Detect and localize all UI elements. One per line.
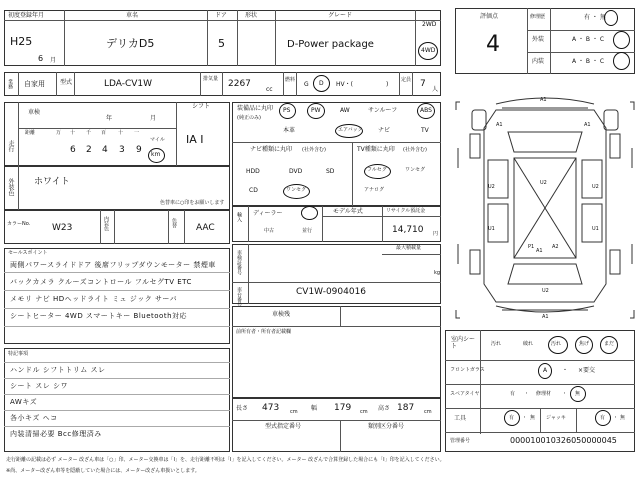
mark-a2: A2 (552, 244, 559, 250)
seat-opt-0: 汚れ (491, 341, 502, 347)
height-label: 高さ (378, 405, 391, 412)
tools-opt-0: 有 (509, 415, 515, 421)
interior-c-circle (613, 52, 630, 70)
repair-options: 有 ・ 無 (584, 14, 606, 21)
notes-label: 特記事項 (8, 351, 29, 357)
mileage-label: 走行 (7, 140, 14, 152)
mark-u2-left: U2 (488, 184, 495, 190)
digit-0: 6 (70, 145, 76, 155)
dealer-domestic: 並行 (302, 228, 313, 234)
colorno-label: カラーNo. (7, 221, 31, 227)
interior-grade-label: 内装 (532, 58, 545, 65)
nav-sub: (社外含む) (302, 147, 326, 153)
height-unit: cm (424, 409, 432, 415)
length-value: 473 (262, 403, 280, 413)
class-no-label: 類別区分番号 (368, 423, 405, 430)
equip-airbag: エアバック (338, 127, 363, 133)
unit-1: 十 (70, 130, 76, 136)
note-line-0: ハンドル シフトトリム スレ (10, 366, 106, 374)
registration-label: 車検証番号 (236, 250, 242, 275)
jack-opt-0: 有 (600, 415, 606, 421)
exterior-note: 色替車に○印をお願いします (160, 200, 225, 206)
dealer-label: 輸入 (236, 212, 242, 222)
spare-opt-0: 有 (510, 391, 516, 397)
mile-label: マイル (150, 137, 165, 143)
year-label: 年 (106, 115, 113, 122)
shape-label: 形状 (245, 12, 258, 19)
unit-5: 一 (134, 130, 140, 136)
repair-none-circle (604, 10, 618, 26)
length-label: 長さ (236, 405, 249, 412)
seat-opt-4: まだ (604, 341, 615, 347)
equipment-block (232, 102, 441, 206)
fuel-g: G (304, 81, 309, 88)
exterior-label: 外装色 (7, 178, 14, 196)
interior-grades: A ・ B ・ C (572, 58, 605, 65)
model-year-label: モデル年式 (333, 208, 363, 215)
cap-value: 7 (420, 79, 426, 89)
width-value: 179 (334, 403, 352, 413)
mgmt-label: 管理番号 (450, 438, 471, 444)
fuel-d: D (319, 80, 324, 87)
exterior-value: ホワイト (34, 177, 70, 187)
disp-label: 排気量 (203, 76, 219, 82)
width-label: 幅 (311, 405, 318, 412)
note-line-3: 各小キズ ヘコ (10, 414, 58, 422)
mark-a1-bottom: A1 (542, 314, 549, 320)
exterior-c-circle (613, 31, 630, 49)
jack-label: ジャッキ (546, 415, 566, 421)
eval-value: 4 (486, 32, 500, 57)
nav-title: ナビ種類に丸印 (250, 146, 293, 153)
drive-2wd: 2WD (422, 21, 437, 28)
glass-opt-2: ×要交 (578, 367, 596, 374)
equipment-title: 装備品に丸印 (237, 105, 274, 112)
equip-leather: 本革 (283, 127, 296, 134)
repair-label: 修理歴 (530, 14, 546, 20)
mark-u2-bottom: U2 (542, 288, 549, 294)
tools-label: 工具 (454, 415, 467, 422)
doors-label: ドア (215, 12, 227, 19)
nav-dvd: DVD (289, 168, 303, 175)
tv-analog: アナログ (364, 187, 385, 193)
nav-sd: SD (326, 168, 335, 175)
mark-p1: P1 (528, 244, 535, 250)
nav-oneseg: ワンセグ (286, 187, 307, 193)
chassis-value: CV1W-0904016 (296, 287, 367, 297)
inspection-label: 車検 (28, 109, 41, 116)
fuel-paren: ) (386, 81, 389, 88)
model-value: デリカD5 (106, 37, 155, 50)
exterior-grades: A ・ B ・ C (572, 36, 605, 43)
equip-navi: ナビ (378, 127, 391, 134)
footer-line-1: 走行距離の記載は必ず メーター 改ざん車は「○」印、メーター交換車は「I」を、走行距離不明は「I」を記入してください。メーター 改ざんで合算登録した場合にも「I」印を記入してください。 (6, 457, 445, 463)
digit-1: 2 (86, 145, 92, 155)
tools-opt-1: ・ (522, 415, 528, 421)
load-unit: kg (434, 270, 441, 276)
car-diagram (452, 88, 638, 332)
cap-unit: 人 (432, 86, 439, 93)
equip-tv: TV (421, 127, 429, 134)
jack-opt-1: ・ (613, 415, 619, 421)
mark-u2-right: U2 (592, 184, 599, 190)
selling-points-label: セールスポイント (8, 250, 48, 256)
tv-fullseg: フルセグ (367, 167, 387, 173)
disp-value: 2267 (228, 79, 251, 89)
seat-opt-2: 汚れ (551, 341, 562, 347)
mark-a1-top: A1 (540, 97, 547, 103)
mgmt-value: 000010010326050000045 (510, 436, 617, 445)
grade-label: グレード (328, 12, 353, 19)
recycle-value: 14,710 (392, 225, 424, 235)
shift-label: シフト (192, 103, 211, 110)
grade-value: D-Power package (287, 39, 374, 50)
equip-pw: PW (311, 107, 321, 114)
unit-2: 千 (86, 130, 92, 136)
tv-sub: (社外含む) (403, 147, 427, 153)
month-label-2: 月 (150, 115, 157, 122)
dealer-circle (301, 206, 318, 220)
mark-a1-mid: A1 (536, 248, 543, 254)
seat-color-label: 色替 (171, 218, 177, 228)
mileage-prefix: 距離 (25, 130, 36, 136)
exterior-grade-label: 外装 (532, 36, 545, 43)
unit-3: 百 (101, 130, 107, 136)
colorno-value: W23 (52, 223, 73, 233)
dealer-other: 中古 (264, 228, 275, 234)
seat-label: 室内シート (451, 336, 476, 351)
month-label: 月 (50, 57, 57, 64)
equip-ps: PS (283, 107, 291, 114)
disp-remaining: 車検残 (272, 311, 291, 318)
unit-0: 万 (56, 130, 62, 136)
spare-opt-4: 無 (575, 391, 581, 397)
spare-label: スペアタイヤ (450, 391, 480, 397)
eval-label: 評価点 (480, 13, 499, 20)
shift-value: IA I (186, 133, 204, 146)
note-line-1: シート スレ シワ (10, 382, 68, 390)
height-value: 187 (397, 403, 415, 413)
cap-label: 定員 (401, 77, 412, 83)
tv-oneseg: ワンセグ (405, 167, 426, 173)
mark-a1-right: A1 (584, 122, 591, 128)
model-label: 車名 (126, 12, 139, 19)
selling-line-2: メモリ ナビ HDヘッドライト ミュ ジック サーバ (10, 295, 178, 303)
receipt-label: 前所有者・所有者記載欄 (236, 329, 292, 335)
tv-title: TV種類に丸印 (357, 146, 395, 153)
tools-opt-2: 無 (530, 415, 536, 421)
footer-line-2: ※尚、メーター改ざん車等を隠蔽していた場合には、メーター改ざん車扱いとします。 (6, 468, 200, 474)
equip-aw: AW (340, 107, 350, 114)
usage-value: 自家用 (24, 80, 45, 88)
chassis-label: 車台番号 (236, 287, 242, 307)
jack-opt-2: 無 (620, 415, 626, 421)
width-unit: cm (360, 409, 368, 415)
type-label: 型式 (60, 79, 73, 86)
nav-cd: CD (249, 187, 258, 194)
mark-u1-right: U1 (592, 226, 599, 232)
month-value: 6 (38, 54, 44, 63)
length-unit: cm (290, 409, 298, 415)
unit-4: 十 (118, 130, 124, 136)
note-line-2: AWキズ (10, 398, 38, 406)
mark-a1-left: A1 (496, 122, 503, 128)
digit-3: 3 (119, 145, 125, 155)
spare-opt-3: ・ (562, 391, 568, 397)
note-line-4: 内装清掃必要 Bcc修理済み (10, 430, 102, 438)
mark-u1-left: U1 (488, 226, 495, 232)
digit-2: 4 (102, 145, 108, 155)
reg-no-label: 型式指定番号 (265, 423, 302, 430)
fuel-hv: HV・( (336, 81, 353, 88)
mark-u2-center: U2 (540, 180, 547, 186)
spare-opt-1: ・ (524, 391, 530, 397)
load-label: 最大積載量 (396, 245, 422, 251)
glass-opt-0: A (543, 367, 548, 374)
recycle-label: リサイクル預託金 (386, 208, 426, 214)
digit-4: 9 (136, 145, 142, 155)
recycle-unit: 円 (433, 231, 439, 237)
equip-abs: ABS (420, 107, 432, 114)
selling-line-3: シートヒーター 4WD スマートキー Bluetooth対応 (10, 312, 188, 320)
km-label: km (151, 151, 161, 158)
seat-opt-3: 焦げ (579, 341, 590, 347)
fuel-label: 燃料 (285, 77, 296, 83)
glass-label: フロントガラス (450, 367, 485, 373)
receipt-block (232, 306, 441, 398)
doors-value: 5 (218, 37, 225, 50)
drive-4wd: 4WD (421, 47, 436, 54)
era-year: H25 (10, 35, 33, 48)
seat-color-value: AAC (196, 223, 215, 233)
nav-hdd: HDD (246, 168, 260, 175)
type-value: LDA-CV1W (104, 79, 153, 89)
reg-date-label: 初度登録年月 (8, 12, 45, 19)
selling-line-1: バックカメラ クルーズコントロール フルセグTV ETC (10, 278, 192, 286)
equip-sunroof: サンルーフ (368, 107, 398, 114)
interior-color-label: 内装色 (103, 216, 109, 231)
disp-unit: cc (266, 86, 273, 93)
equipment-subtitle: (純正のみ) (237, 115, 261, 121)
spare-opt-2: 修理材 (536, 391, 552, 397)
selling-line-0: 両側パワースライドドア 後席フリップダウンモーター 禁煙車 (10, 261, 216, 269)
glass-opt-1: ・ (562, 367, 569, 374)
usage-label: 業務 (7, 79, 13, 89)
dealer-dealer: ディーラー (253, 210, 283, 217)
seat-opt-1: 破れ (523, 341, 534, 347)
